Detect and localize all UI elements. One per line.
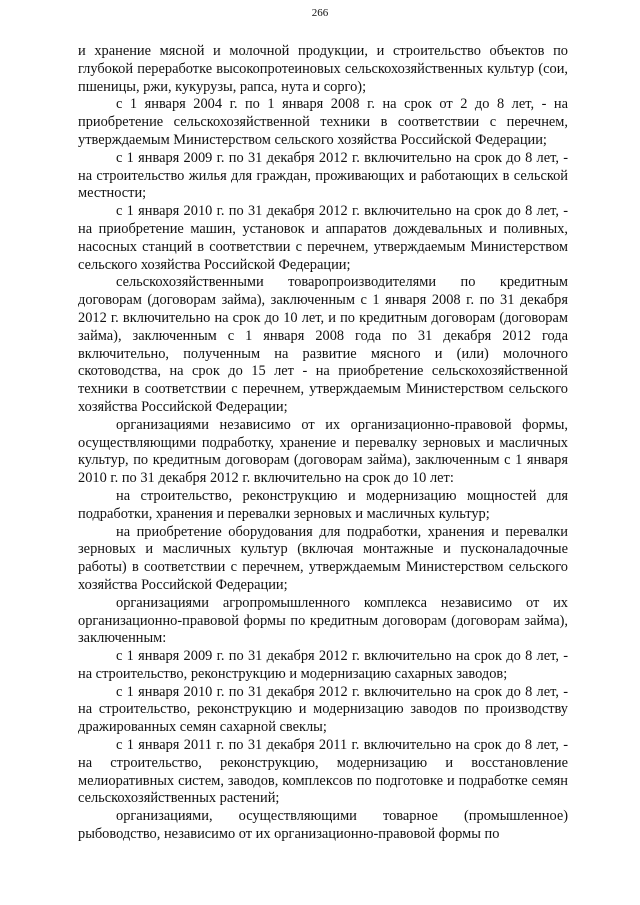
paragraph: с 1 января 2010 г. по 31 декабря 2012 г. включительно на срок до 8 лет, - на строительство, реконструкцию и модернизацию заводов по производству дражированных семян сахарной свеклы; — [78, 683, 568, 736]
paragraph: организациями агропромышленного комплекса независимо от их организационно-правовой формы по кредитным договорам (договорам займа), заключенным: — [78, 594, 568, 647]
paragraph: и хранение мясной и молочной продукции, и строительство объектов по глубокой переработке высокопротеиновых сельскохозяйственных культур (сои, пшеницы, ржи, кукурузы, рапса, нута и сорго); — [78, 43, 568, 95]
paragraph: организациями, осуществляющими товарное (промышленное) рыбоводство, независимо от их организационно-правовой формы по — [78, 808, 568, 843]
paragraph: с 1 января 2009 г. по 31 декабря 2012 г. включительно на срок до 8 лет, - на строительство жилья для граждан, проживающих и работающих в сельской местности; — [78, 149, 568, 202]
paragraph: с 1 января 2009 г. по 31 декабря 2012 г. включительно на срок до 8 лет, - на строительство, реконструкцию и модернизацию сахарных заводов; — [78, 648, 568, 682]
paragraph: с 1 января 2011 г. по 31 декабря 2011 г. включительно на срок до 8 лет, - на строительство, реконструкцию, модернизацию и восстановление мелиоративных систем, заводов, комплексов по подготовке и подработке семян сельскохозяйственных растений; — [78, 737, 568, 807]
document-body — [78, 43, 568, 844]
page-number: 266 — [311, 7, 329, 19]
paragraph: с 1 января 2004 г. по 1 января 2008 г. на срок от 2 до 8 лет, - на приобретение сельскохозяйственной техники в соответствии с перечнем, утверждаемым Министерством сельского хозяйства Российской Федерации; — [78, 96, 568, 148]
paragraph: с 1 января 2010 г. по 31 декабря 2012 г. включительно на срок до 8 лет, - на приобретение машин, установок и аппаратов дождевальных и поливных, насосных станций в соответствии с перечнем, утверждаемым Министерством сельского хозяйства Российской Федерации; — [78, 203, 568, 273]
paragraph: организациями независимо от их организационно-правовой формы, осуществляющими подработку, хранение и перевалку зерновых и масличных культур, по кредитным договорам (договорам займа), заключенным с 1 января 2010 г. по 31 декабря 2012 г. включительно на срок до 10 лет: — [78, 416, 568, 487]
paragraph: на приобретение оборудования для подработки, хранения и перевалки зерновых и масличных культур (включая монтажные и пусконаладочные работы) в соответствии с перечнем, утверждаемым Министерством сельского хозяйства Российской Федерации; — [78, 523, 568, 593]
paragraph: на строительство, реконструкцию и модернизацию мощностей для подработки, хранения и перевалки зерновых и масличных культур; — [78, 487, 568, 522]
paragraph: сельскохозяйственными товаропроизводителями по кредитным договорам (договорам займа), заключенным с 1 января 2008 г. по 31 декабря 2012 г. включительно на срок до 10 лет, и по кредитным договорам (договорам займа), заключенным с 1 января 2008 года по 31 декабря 2012 года включительно, полученным на развитие мясного и (или) молочного скотоводства, на срок до 15 лет - на приобретение сельскохозяйственной техники в соответствии с перечнем, утверждаемым Министерством сельского хозяйства Российской Федерации; — [78, 274, 568, 415]
